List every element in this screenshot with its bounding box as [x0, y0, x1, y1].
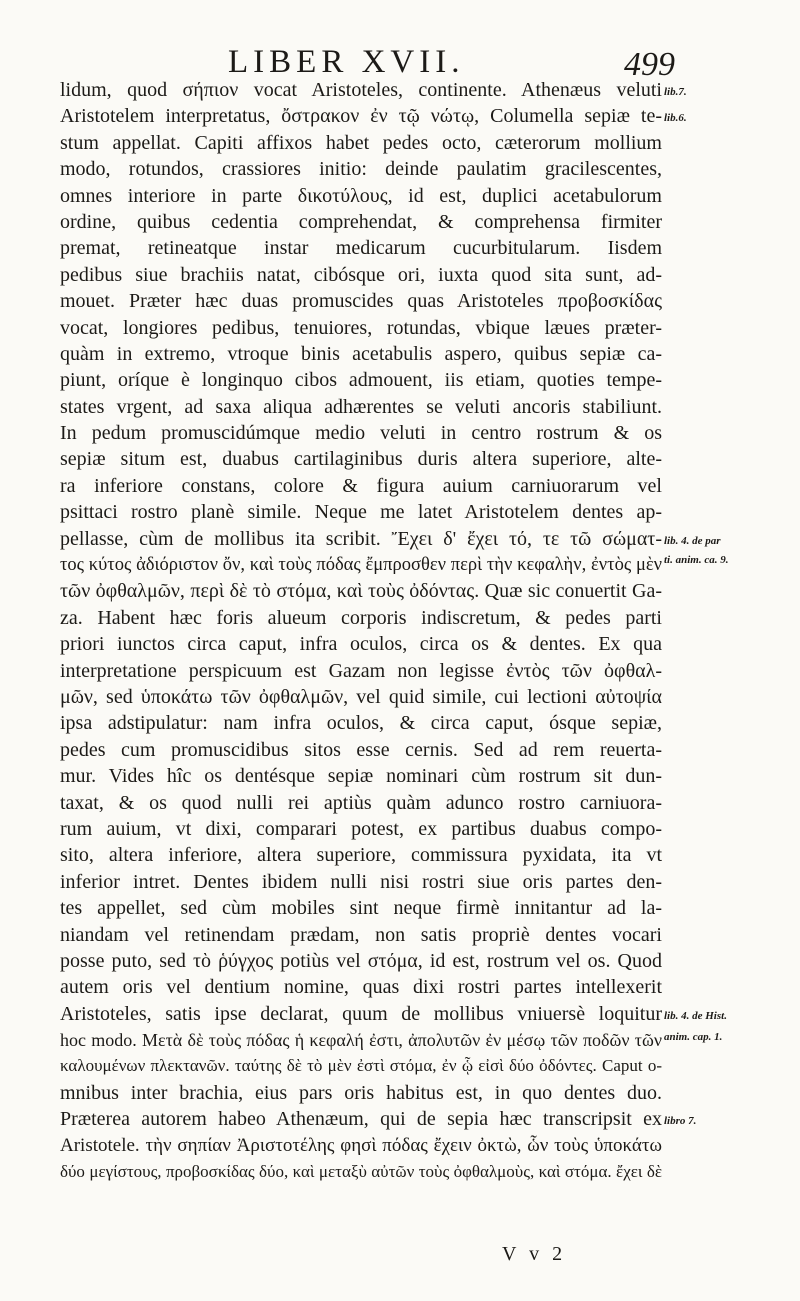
text-line: In pedum promuscidúmque medio veluti in centro rostrum & os	[60, 422, 662, 445]
text-line: ipsa adstipulatur: nam infra oculos, & circa caput, ósque sepiæ,	[60, 712, 662, 735]
text-line: niandam vel retinendam prædam, non satis propriè dentes vocari	[60, 923, 662, 946]
text-line: Aristoteles, satis ipse declarat, quum de mollibus vniuersè loquitur	[60, 1002, 662, 1025]
page-number: 499	[624, 46, 675, 83]
margin-note: lib.7.	[664, 86, 687, 98]
text-line: μῶν, sed ὑποκάτω τῶν ὀφθαλμῶν, vel quid simile, cui lectioni αὐτοψία	[60, 685, 662, 708]
text-line: posse puto, sed τὸ ῥύγχος potiùs vel στόμα, id est, rostrum vel os. Quod	[60, 949, 662, 972]
margin-note: anim. cap. 1.	[664, 1031, 723, 1043]
text-line: psittaci rostro planè simile. Neque me latet Aristotelem dentes ap-	[60, 501, 662, 524]
text-line: δύο μεγίστους, προβοσκίδας δύο, καὶ μεταξὺ αὐτῶν τοὺς ὀφθαλμοὺς, καὶ στόμα. ἔχει δὲ	[60, 1162, 662, 1182]
text-line: tes appellet, sed cùm mobiles sint neque firmè innitantur ad la-	[60, 897, 662, 920]
text-line: καλουμένων πλεκτανῶν. ταύτης δὲ τὸ μὲν ἐστὶ στόμα, ἐν ᾧ εἰσὶ δύο ὀδόντες. Caput o-	[60, 1056, 662, 1076]
text-line: quàm in extremo, vtroque binis acetabulis aspero, quibus sepiæ ca-	[60, 342, 662, 365]
text-line: states vrgent, ad saxa aliqua adhærentes se veluti ancoris stabiliunt.	[60, 395, 662, 418]
running-head: LIBER XVII.	[228, 44, 465, 80]
text-line: inferior intret. Dentes ibidem nulli nisi rostri siue oris partes den-	[60, 870, 662, 893]
text-line: vocat, longiores pedibus, tenuiores, rotundas, vbique læues præter-	[60, 316, 662, 339]
margin-note: lib. 4. de Hist.	[664, 1010, 727, 1022]
text-line: stum appellat. Capiti affixos habet pedes octo, cæterorum mollium	[60, 131, 662, 154]
text-line: hoc modo. Μετὰ δὲ τοὺς πόδας ἡ κεφαλή ἐστι, ἀπολυτῶν ἐν μέσῳ τῶν ποδῶν τῶν	[60, 1030, 662, 1051]
margin-note: libro 7.	[664, 1115, 697, 1127]
text-line: ra inferiore constans, colore & figura auium carniuorarum vel	[60, 474, 662, 497]
text-line: piunt, oríque è longinquo cibos admouent, iis etiam, quoties tempe-	[60, 369, 662, 392]
text-line: taxat, & os quod nulli rei aptiùs quàm adunco rostro carniuora-	[60, 791, 662, 814]
text-line: τῶν ὀφθαλμῶν, περὶ δὲ τὸ στόμα, καὶ τοὺς ὀδόντας. Quæ sic conuertit Ga-	[60, 580, 662, 603]
text-line: pedibus siue brachiis natat, cibósque ori, iuxta quod sita sunt, ad-	[60, 263, 662, 286]
text-line: omnes interiore in parte δικοτύλους, id est, duplici acetabulorum	[60, 184, 662, 207]
catchword: V v 2	[502, 1243, 567, 1265]
text-line: pedes cum promuscidibus sitos esse cernis. Sed ad rem reuerta-	[60, 738, 662, 761]
text-line: Aristotelem interpretatus, ὄστρακον ἐν τῷ νώτῳ, Columella sepiæ te-	[60, 105, 662, 128]
main-text-block	[60, 77, 662, 1185]
text-line: mouet. Præter hæc duas promuscides quas Aristoteles προβοσκίδας	[60, 290, 662, 313]
text-line: mur. Vides hîc os dentésque sepiæ nominari cùm rostrum sit dun-	[60, 765, 662, 788]
text-line: interpretatione perspicuum est Gazam non legisse ἐντὸς τῶν ὀφθαλ-	[60, 659, 662, 682]
text-line: za. Habent hæc foris alueum corporis indiscretum, & pedes parti	[60, 606, 662, 629]
margin-note: ti. anim. ca. 9.	[664, 554, 729, 566]
text-line: premat, retineatque instar medicarum cucurbitularum. Iisdem	[60, 237, 662, 260]
text-line: autem oris vel dentium nomine, quas dixi rostri partes intellexerit	[60, 976, 662, 999]
text-line: modo, rotundos, crassiores initio: deinde paulatim gracilescentes,	[60, 158, 662, 181]
text-line: mnibus inter brachia, eius pars oris habitus est, in quo dentes duo.	[60, 1081, 662, 1104]
margin-note: lib.6.	[664, 112, 687, 124]
text-line: pellasse, cùm de mollibus ita scribit. Ἔχει δ' ἔχει τό, τε τῶ σώματ-	[60, 527, 662, 550]
text-line: priori iunctos circa caput, infra oculos, circa os & dentes. Ex qua	[60, 633, 662, 656]
text-line: τος κύτος ἀδιόριστον ὄν, καὶ τοὺς πόδας ἔμπροσθεν περὶ τὴν κεφαλὴν, ἐντὸς μὲν	[60, 555, 662, 576]
margin-note: lib. 4. de par	[664, 535, 721, 547]
text-line: Præterea autorem habeo Athenæum, qui de sepia hæc transcripsit ex	[60, 1108, 662, 1131]
text-line: rum auium, vt dixi, comparari potest, ex partibus duabus compo-	[60, 817, 662, 840]
text-line: Aristotele. τὴν σηπίαν Ἀριστοτέλης φησὶ πόδας ἔχειν ὀκτὼ, ὧν τοὺς ὑποκάτω	[60, 1134, 662, 1156]
text-line: lidum, quod σήπιον vocat Aristoteles, continente. Athenæus veluti	[60, 79, 662, 101]
text-line: sepiæ situm est, duabus cartilaginibus duris altera superiore, alte-	[60, 448, 662, 471]
text-line: ordine, quibus cedentia comprehendat, & comprehensa firmiter	[60, 210, 662, 233]
text-line: sito, altera inferiore, altera superiore, commissura pyxidata, ita vt	[60, 844, 662, 867]
